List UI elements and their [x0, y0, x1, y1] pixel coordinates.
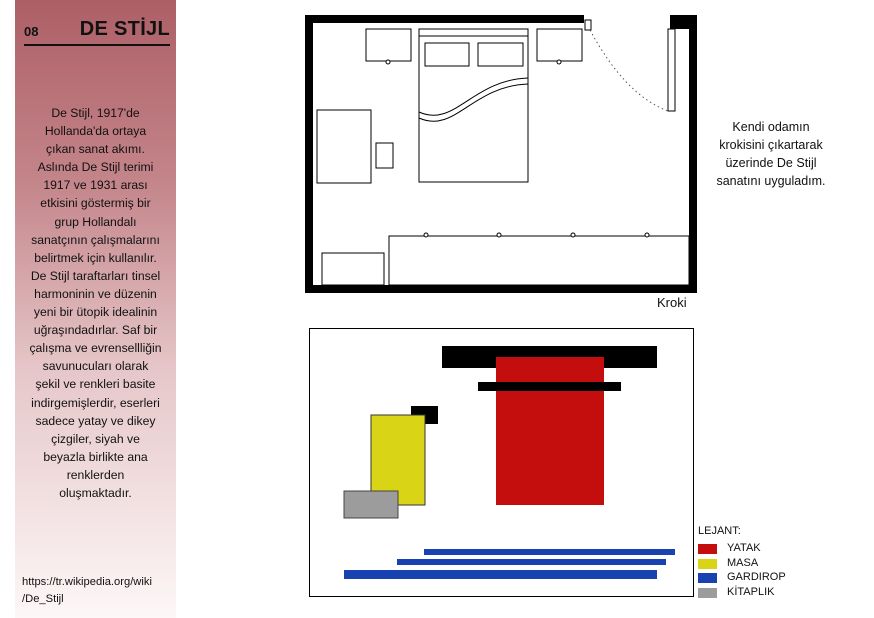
wardrobe-knob	[571, 233, 575, 237]
block-wardrobe-blue	[397, 559, 666, 565]
floor-plan-sketch	[309, 13, 693, 289]
legend-label: MASA	[727, 557, 759, 569]
description-line: uğraşındadırlar. Saf bir	[33, 323, 158, 338]
nightstand-left	[366, 29, 411, 61]
door-leaf	[668, 29, 675, 111]
wardrobe	[389, 236, 689, 285]
caption-line: üzerinde De Stijl	[725, 156, 817, 170]
caption-line: Kendi odamın	[732, 120, 810, 134]
legend-label: GARDIROP	[727, 571, 786, 583]
chair	[376, 143, 393, 168]
nightstand-right	[537, 29, 582, 61]
legend-swatch	[698, 559, 717, 569]
description-line: renklerden	[66, 467, 125, 482]
description-line: sanatçının çalışmalarını	[31, 232, 160, 247]
caption-line: sanatını uyguladım.	[716, 174, 826, 188]
description-line: De Stijl taraftarları tinsel	[30, 268, 161, 283]
description-line: Aslında De Stijl terimi	[37, 160, 154, 175]
block-shelf-gray	[344, 491, 398, 518]
caption-line: krokisini çıkartarak	[719, 138, 823, 152]
source-link-line[interactable]: https://tr.wikipedia.org/wiki	[22, 576, 152, 588]
description-line: savunucuları olarak	[42, 359, 149, 374]
source-link-line[interactable]: /De_Stijl	[22, 593, 64, 605]
description-line: sadece yatay ve dikey	[35, 413, 156, 428]
legend-title: LEJANT:	[698, 525, 741, 537]
wardrobe-knob	[497, 233, 501, 237]
desk	[317, 110, 371, 183]
description-line: belirtmek için kullanılır.	[34, 250, 157, 265]
pillow	[425, 43, 469, 66]
door-swing-arc	[590, 30, 668, 111]
wall-end	[670, 15, 693, 29]
pillow	[478, 43, 523, 66]
description-line: çıkan sanat akımı.	[46, 142, 145, 157]
description-line: oluşmaktadır.	[59, 485, 132, 500]
wardrobe-knob	[424, 233, 428, 237]
description-line: çalışma ve evrensellliğin	[29, 341, 162, 356]
block-wardrobe-blue	[344, 570, 657, 579]
legend-label: KİTAPLIK	[727, 586, 775, 598]
page-number: 08	[24, 24, 39, 39]
description-line: indirgemişlerdir, eserleri	[31, 395, 160, 410]
description-line: grup Hollandalı	[54, 214, 137, 229]
description-line: yeni bir ütopik idealinin	[33, 305, 158, 320]
caption-text	[712, 118, 830, 190]
block-bar-black	[478, 382, 621, 391]
door-jamb	[585, 20, 591, 30]
block-wardrobe-blue	[424, 549, 675, 555]
nightstand-knob	[557, 60, 561, 64]
de-stijl-composition	[310, 329, 694, 597]
nightstand-knob	[386, 60, 390, 64]
description-line: beyazla birlikte ana	[43, 449, 148, 464]
description-line: harmoninin ve düzenin	[34, 286, 157, 301]
description-line: 1917 ve 1931 arası	[43, 178, 148, 193]
description-line: Hollanda'da ortaya	[44, 124, 147, 139]
block-bed-red	[496, 357, 604, 505]
kroki-label: Kroki	[657, 295, 687, 310]
wardrobe-knob	[645, 233, 649, 237]
bookshelf	[322, 253, 384, 285]
description-line: şekil ve renkleri basite	[35, 377, 156, 392]
description-line: etkisini göstermiş bir	[40, 196, 151, 211]
legend-swatch	[698, 573, 717, 583]
description-line: De Stijl, 1917'de	[51, 106, 140, 120]
legend-swatch	[698, 544, 717, 554]
legend-label: YATAK	[727, 542, 761, 554]
legend-swatch	[698, 588, 717, 598]
door-opening	[584, 13, 670, 27]
description-line: çizgiler, siyah ve	[51, 431, 140, 446]
page-title: DE STİJL	[79, 18, 170, 40]
